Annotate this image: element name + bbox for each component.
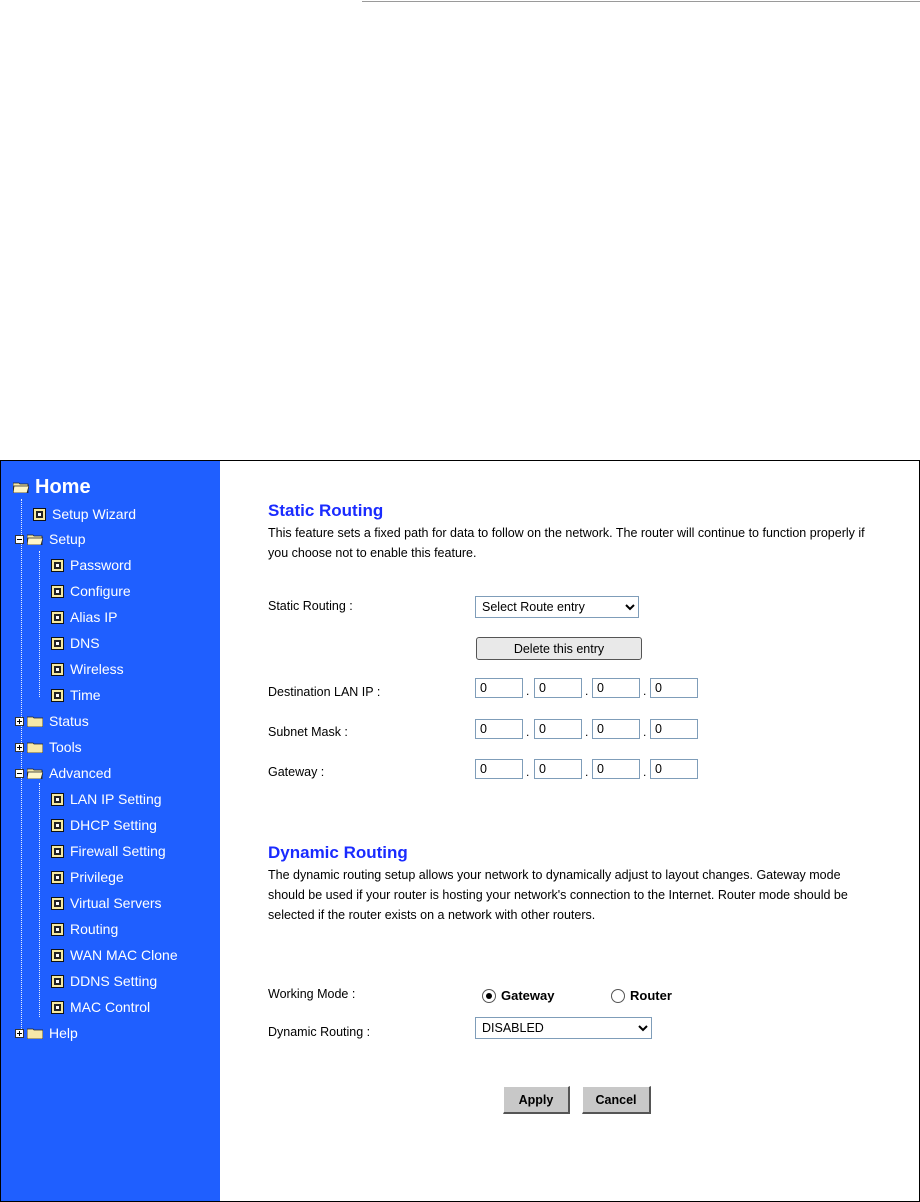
folder-icon — [27, 716, 43, 727]
sidebar-item-wan-mac-clone[interactable] — [51, 945, 178, 965]
subnet-mask-octet-2[interactable] — [534, 719, 582, 739]
gateway-radio-label: Gateway — [501, 988, 555, 1003]
sidebar-item-alias-ip[interactable] — [51, 607, 117, 627]
sidebar-item-label: MAC Control — [70, 999, 151, 1015]
ip-separator-dot: . — [585, 765, 589, 779]
sidebar-item-dns[interactable] — [51, 633, 100, 653]
page-icon — [51, 559, 64, 572]
delete-entry-button[interactable]: Delete this entry — [476, 637, 642, 660]
minus-box-icon[interactable] — [15, 769, 24, 778]
destination-ip-octet-1[interactable] — [475, 678, 523, 698]
sidebar-item-label: DHCP Setting — [70, 817, 157, 833]
sidebar-item-label: LAN IP Setting — [70, 791, 162, 807]
nav-status-label: Status — [49, 713, 89, 729]
sidebar-item-dhcp-setting[interactable] — [51, 815, 157, 835]
tree-advanced-branch-line — [39, 783, 40, 1017]
radio-selected-icon — [482, 989, 496, 1003]
page-icon — [51, 585, 64, 598]
sidebar-item-label: Password — [70, 557, 132, 573]
sidebar-nav — [1, 461, 220, 1201]
router-radio-label: Router — [630, 988, 672, 1003]
sidebar-item-privilege[interactable] — [51, 867, 124, 887]
page-icon — [51, 1001, 64, 1014]
page-icon — [51, 897, 64, 910]
dynamic-routing-title: Dynamic Routing — [268, 843, 408, 862]
page-icon — [51, 793, 64, 806]
nav-advanced[interactable] — [15, 763, 111, 783]
route-entry-select[interactable] — [475, 596, 639, 618]
ip-separator-dot: . — [526, 684, 530, 698]
sidebar-item-label: Configure — [70, 583, 131, 599]
sidebar-item-wireless[interactable] — [51, 659, 124, 679]
ip-separator-dot: . — [643, 725, 647, 739]
sidebar-item-label: WAN MAC Clone — [70, 947, 178, 963]
subnet-mask-octet-1[interactable] — [475, 719, 523, 739]
gateway-radio[interactable] — [482, 988, 554, 1003]
page-icon — [51, 923, 64, 936]
sidebar-item-label: Wireless — [70, 661, 124, 677]
page-icon — [51, 845, 64, 858]
ip-separator-dot: . — [585, 684, 589, 698]
subnet-mask-octet-4[interactable] — [650, 719, 698, 739]
plus-box-icon[interactable] — [15, 717, 24, 726]
nav-tools[interactable] — [15, 737, 82, 757]
plus-box-icon[interactable] — [15, 1029, 24, 1038]
page-icon — [33, 508, 46, 521]
nav-setup-wizard-label: Setup Wizard — [52, 506, 137, 522]
page-icon — [51, 637, 64, 650]
destination-ip-octet-2[interactable] — [534, 678, 582, 698]
router-admin-frame — [0, 460, 920, 1202]
top-divider-line — [362, 1, 920, 2]
subnet-mask-label: Subnet Mask : — [268, 725, 348, 739]
tree-setup-branch-line — [39, 551, 40, 697]
ip-separator-dot: . — [585, 725, 589, 739]
destination-lan-ip-label: Destination LAN IP : — [268, 685, 381, 699]
sidebar-item-time[interactable] — [51, 685, 101, 705]
sidebar-item-label: Alias IP — [70, 609, 118, 625]
sidebar-item-label: Firewall Setting — [70, 843, 166, 859]
nav-help[interactable] — [15, 1023, 78, 1043]
gateway-label: Gateway : — [268, 765, 325, 779]
page-icon — [51, 611, 64, 624]
static-routing-description: This feature sets a fixed path for data to follow on the network. The router will continue to function properly if you choose not to enable this feature. — [268, 526, 865, 560]
sidebar-item-firewall-setting[interactable] — [51, 841, 166, 861]
folder-icon — [27, 1028, 43, 1039]
working-mode-label: Working Mode : — [268, 987, 356, 1001]
sidebar-item-label: Routing — [70, 921, 119, 937]
folder-icon — [27, 742, 43, 753]
sidebar-item-password[interactable] — [51, 555, 131, 575]
nav-home-label: Home — [35, 475, 91, 498]
gateway-ip-octet-1[interactable] — [475, 759, 523, 779]
ip-separator-dot: . — [643, 765, 647, 779]
sidebar-item-lan-ip-setting[interactable] — [51, 789, 162, 809]
ip-separator-dot: . — [643, 684, 647, 698]
page-icon — [51, 975, 64, 988]
plus-box-icon[interactable] — [15, 743, 24, 752]
destination-ip-octet-3[interactable] — [592, 678, 640, 698]
main-content — [220, 461, 919, 1201]
static-routing-title: Static Routing — [268, 501, 384, 520]
page-icon — [51, 819, 64, 832]
page-icon — [51, 871, 64, 884]
dynamic-routing-select[interactable] — [475, 1017, 652, 1039]
subnet-mask-octet-3[interactable] — [592, 719, 640, 739]
nav-help-label: Help — [49, 1025, 78, 1041]
dynamic-routing-label: Dynamic Routing : — [268, 1025, 371, 1039]
nav-tools-label: Tools — [49, 739, 82, 755]
sidebar-item-ddns-setting[interactable] — [51, 971, 157, 991]
radio-unselected-icon — [611, 989, 625, 1003]
sidebar-item-routing[interactable] — [51, 919, 118, 939]
nav-setup-wizard[interactable] — [33, 504, 136, 524]
cancel-button[interactable]: Cancel — [582, 1086, 651, 1114]
folder-open-icon — [27, 768, 43, 779]
folder-open-icon — [13, 482, 29, 493]
sidebar-item-mac-control[interactable] — [51, 997, 150, 1017]
nav-home[interactable] — [13, 475, 91, 499]
page-icon — [51, 663, 64, 676]
sidebar-item-label: Time — [70, 687, 101, 703]
page-icon — [51, 949, 64, 962]
dynamic-routing-description: The dynamic routing setup allows your network to dynamically adjust to layout changes. Gateway mode should be used if your router is hosting your network's connection to the Internet. Router mode should be selected if the router exists on a network with other routers. — [268, 868, 848, 922]
nav-setup[interactable] — [15, 529, 86, 549]
nav-status[interactable] — [15, 711, 89, 731]
sidebar-item-label: Privilege — [70, 869, 124, 885]
sidebar-item-label: Virtual Servers — [70, 895, 162, 911]
gateway-ip-octet-4[interactable] — [650, 759, 698, 779]
nav-setup-label: Setup — [49, 531, 86, 547]
ip-separator-dot: . — [526, 725, 530, 739]
static-routing-label: Static Routing : — [268, 599, 353, 613]
gateway-ip-octet-3[interactable] — [592, 759, 640, 779]
folder-open-icon — [27, 534, 43, 545]
ip-separator-dot: . — [526, 765, 530, 779]
page-icon — [51, 689, 64, 702]
sidebar-item-label: DNS — [70, 635, 100, 651]
sidebar-item-configure[interactable] — [51, 581, 131, 601]
destination-ip-octet-4[interactable] — [650, 678, 698, 698]
apply-button[interactable]: Apply — [503, 1086, 570, 1114]
gateway-ip-octet-2[interactable] — [534, 759, 582, 779]
sidebar-item-label: DDNS Setting — [70, 973, 158, 989]
nav-advanced-label: Advanced — [49, 765, 112, 781]
router-radio[interactable] — [611, 988, 672, 1003]
sidebar-item-virtual-servers[interactable] — [51, 893, 162, 913]
minus-box-icon[interactable] — [15, 535, 24, 544]
